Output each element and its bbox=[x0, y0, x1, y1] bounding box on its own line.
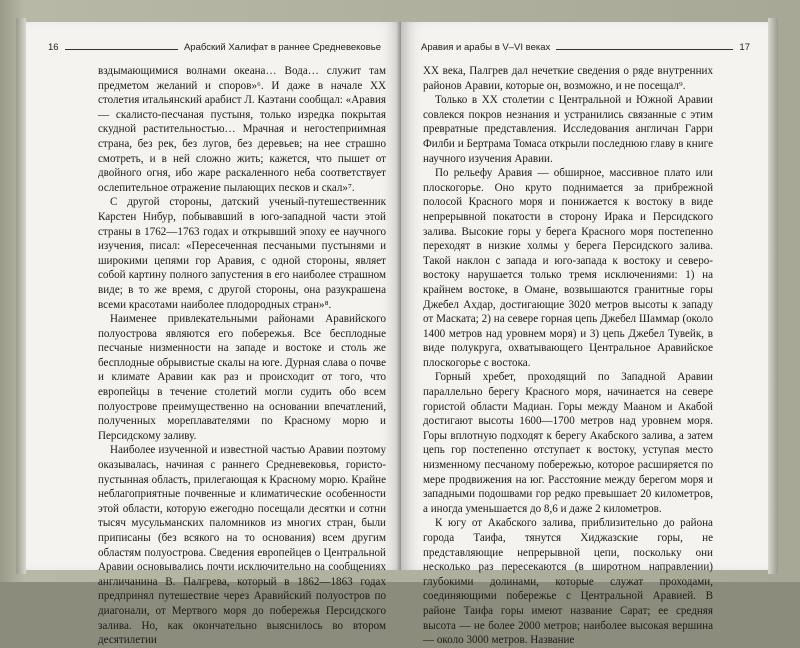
paragraph: По рельефу Аравия — обширное, массивное плато или плоскогорье. Оно круто поднимается за прибрежной полосой Красного моря и понижается к востоку в виде непрерывной покатости в сторону Ирака и Персидского залива. Высокие горы у берега Красного моря постепенно переходят в низкие холмы у берега Персидского залива. Такой наклон с запада и юго-запада к востоку и северо-востоку нарушается только тремя исключениями: 1) на крайнем востоке, в Омане, возвышаются гранитные горы Джебел Ахдар, достигающие 3020 метров высоты к западу от Маската; 2) на севере горная цепь Джебел Шаммар (около 1400 метров над уровнем моря) и 3) цепь Джебел Тувейк, в виде полукруга, охватывающего Центральное Аравийское плоскогорье с востока. bbox=[423, 167, 713, 369]
paragraph: К югу от Акабского залива, приблизительно до района города Таифа, тянутся Хиджазские горы, не представляющие непрерывной цепи, поскольку они несколько раз пересекаются (в широтном направлении) глубокими долинами, которые служат проходами, соединяющими побережье с Центральной Аравией. В районе Таифа горы имеют название Сарат; ее средняя высота — не более 2000 метров; наиболее высокая вершина — около 3000 метров. Название bbox=[423, 517, 713, 647]
book-edge-right bbox=[768, 18, 778, 574]
right-page-header bbox=[421, 42, 750, 53]
paragraph: С другой стороны, датский ученый-путешественник Карстен Нибур, побывавший в юго-западной части этой страны в 1762—1763 годах и открывший эпоху ее научного изучения, писал: «Пересеченная песчаными пустынями и широкими цепями гор Аравия, с одной стороны, являет собой картину полного запустения в его наиболее страшном виде; в то же время, с другой стороны, она разукрашена всеми красотами наиболее плодородных стран»⁸. bbox=[98, 196, 386, 311]
left-page bbox=[26, 22, 401, 647]
paragraph: Наиболее изученной и известной частью Аравии поэтому оказывалась, начиная с раннего Средневековья, гористо-пустынная область, прилегающая к Красному морю. Крайне неблагоприятные почвенные и климатические особенности этой области, которую ежегодно посещали десятки и сотни тысяч мусульманских паломников из многих стран, были приписаны (без всякого на то основания) всем другим областям полуострова. Сведения европейцев о Центральной Аравии основывались почти исключительно на сообщениях англичанина В. Палгрева, который в 1862—1863 годах предпринял путешествие через Аравийский полуостров по диагонали, от Мертвого моря до побережья Персидского залива. Но, как окончательно выяснилось во втором десятилетии bbox=[98, 444, 386, 647]
paragraph: Наименее привлекательными районами Аравийского полуострова являются его побережья. Все бесплодные песчаные низменности на западе и востоке и столь же бесплодные обрывистые скалы на юге. Дурная слава о почве и климате Аравии как раз и происходит от того, что европейцы в течение столетий могли судить обо всем полуострове преимущественно на основании впечатлений, полученных мореплавателями по Красному морю и Персидскому заливу. bbox=[98, 313, 386, 442]
paragraph: Горный хребет, проходящий по Западной Аравии параллельно берегу Красного моря, начинается на севере гористой области Мадиан. Горы между Мааном и Акабой достигают высоты 1600—1700 метров над уровнем моря. Горы вплотную подходят к берегу Акабского залива, а затем цепь гор постепенно отступает к востоку, уступая место низменному песчаному побережью, которое расширяется по мере продвижения на юг. Расстояние между берегом моря и западными подошвами гор редко превышает 20 километров, а иногда уменьшается до 8,6 и даже 2 километров. bbox=[423, 371, 713, 515]
book-edge-left bbox=[16, 18, 26, 574]
right-page bbox=[401, 22, 768, 647]
left-page-header bbox=[48, 42, 381, 53]
paragraph: XX века, Палгрев дал нечеткие сведения о ряде внутренних районов Аравии, которые он, возможно, и не посещал⁹. bbox=[423, 65, 713, 92]
left-page-number: 16 bbox=[48, 42, 59, 53]
left-running-head: Арабский Халифат в раннее Средневековье bbox=[183, 42, 381, 53]
right-running-head: Аравия и арабы в V–VI веках bbox=[421, 42, 551, 53]
paragraph: Только в XX столетии с Центральной и Южной Аравии совлекся покров незнания и устранились связанные с этим превратные представления. Исследования англичан Гарри Филби и Бертрама Томаса открыли последнюю главу в книге научного изучения Аравии. bbox=[423, 94, 713, 165]
paragraph: вздымающимися волнами океана… Вода… служит там предметом желаний и споров»⁶. И даже в начале XX столетия итальянский арабист Л. Каэтани сообщал: «Аравия — скалисто-песчаная пустыня, только изредка покрытая скудной растительностью… Мрачная и негостеприимная страна, без рек, без лугов, без деревьев; на нее страшно смотреть, и в ней сложно жить; кажется, что пышет от двойного огня, ибо жаре раскаленного неба соответствует ослепительное отражение пылающих песков и скал»⁷. bbox=[98, 65, 386, 194]
right-page-body bbox=[423, 64, 713, 648]
header-rule bbox=[556, 49, 733, 50]
right-page-number: 17 bbox=[739, 42, 750, 53]
header-rule bbox=[65, 49, 178, 50]
left-page-body bbox=[98, 64, 386, 648]
